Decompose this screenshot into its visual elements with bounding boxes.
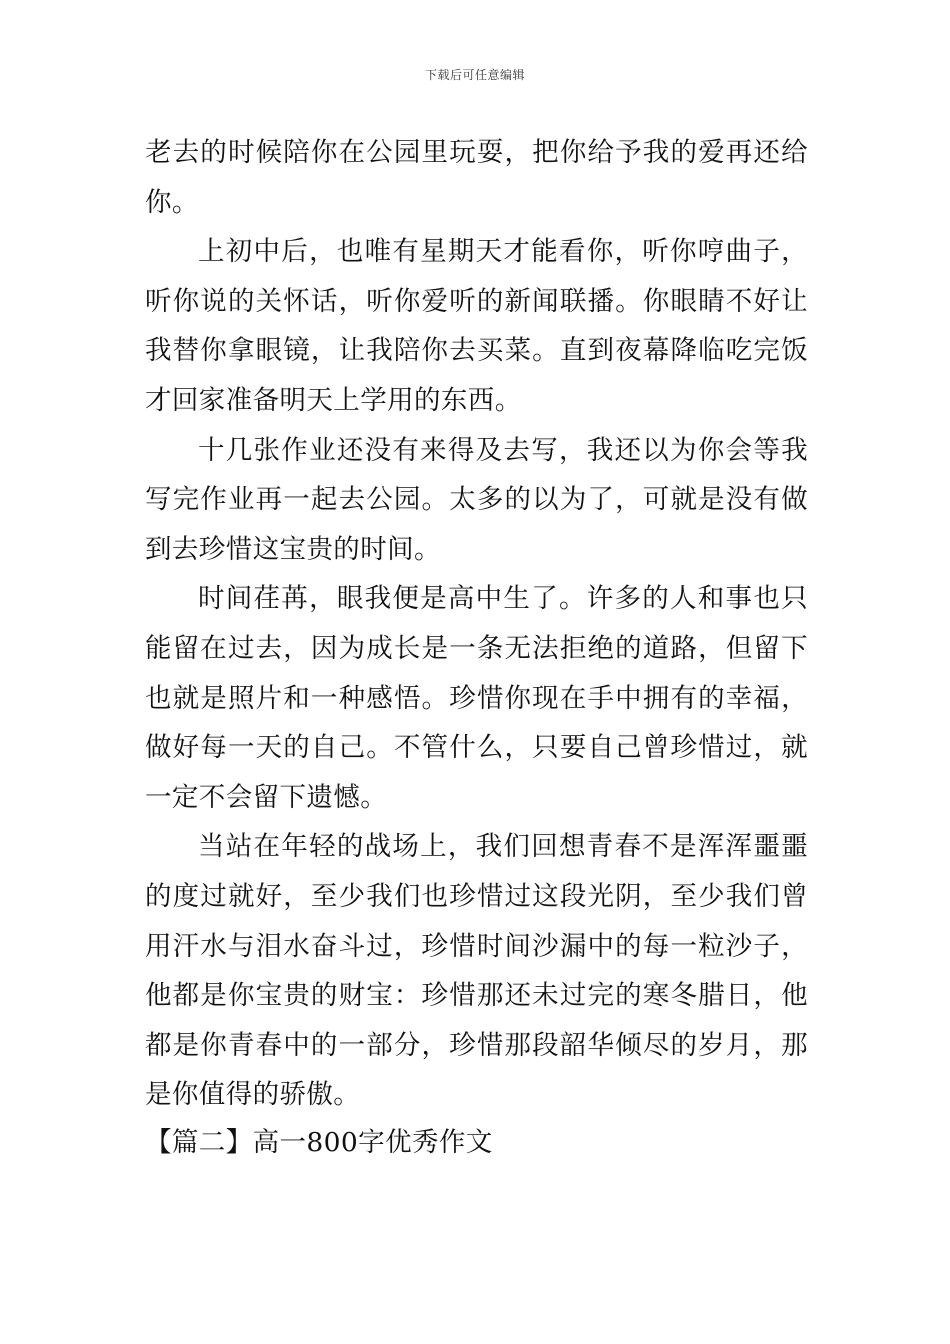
paragraph-youth: 当站在年轻的战场上，我们回想青春不是浑浑噩噩的度过就好，至少我们也珍惜过这段光阴，至少我们曾用汗水与泪水奋斗过，珍惜时间沙漏中的每一粒沙子，他都是你宝贵的财宝：珍惜那还未过完的寒冬腊日，他都是你青春中的一部分，珍惜那段韶华倾尽的岁月，那是你值得的骄傲。: [145, 831, 808, 1111]
paragraph-time-passes: 时间荏苒，眼我便是高中生了。许多的人和事也只能留在过去，因为成长是一条无法拒绝的道路，但留下也就是照片和一种感悟。珍惜你现在手中拥有的幸福，做好每一天的自己。不管什么，只要自己曾珍惜过，就一定不会留下遗憾。: [145, 583, 808, 813]
paragraph-homework: 十几张作业还没有来得及去写，我还以为你会等我写完作业再一起去公园。太多的以为了，可就是没有做到去珍惜这宝贵的时间。: [145, 434, 808, 565]
section-title: 【篇二】高一800字优秀作文: [145, 1127, 493, 1158]
essay-body: [145, 128, 808, 1120]
paragraph-junior-high: 上初中后，也唯有星期天才能看你，听你哼曲子，听你说的关怀话，听你爱听的新闻联播。你眼睛不好让我替你拿眼镜，让我陪你去买菜。直到夜幕降临吃完饭才回家准备明天上学用的东西。: [145, 236, 808, 416]
paragraph-continuation: 老去的时候陪你在公园里玩耍，把你给予我的爱再还给你。: [145, 137, 808, 218]
page-header-note: 下载后可任意编辑: [424, 68, 525, 82]
